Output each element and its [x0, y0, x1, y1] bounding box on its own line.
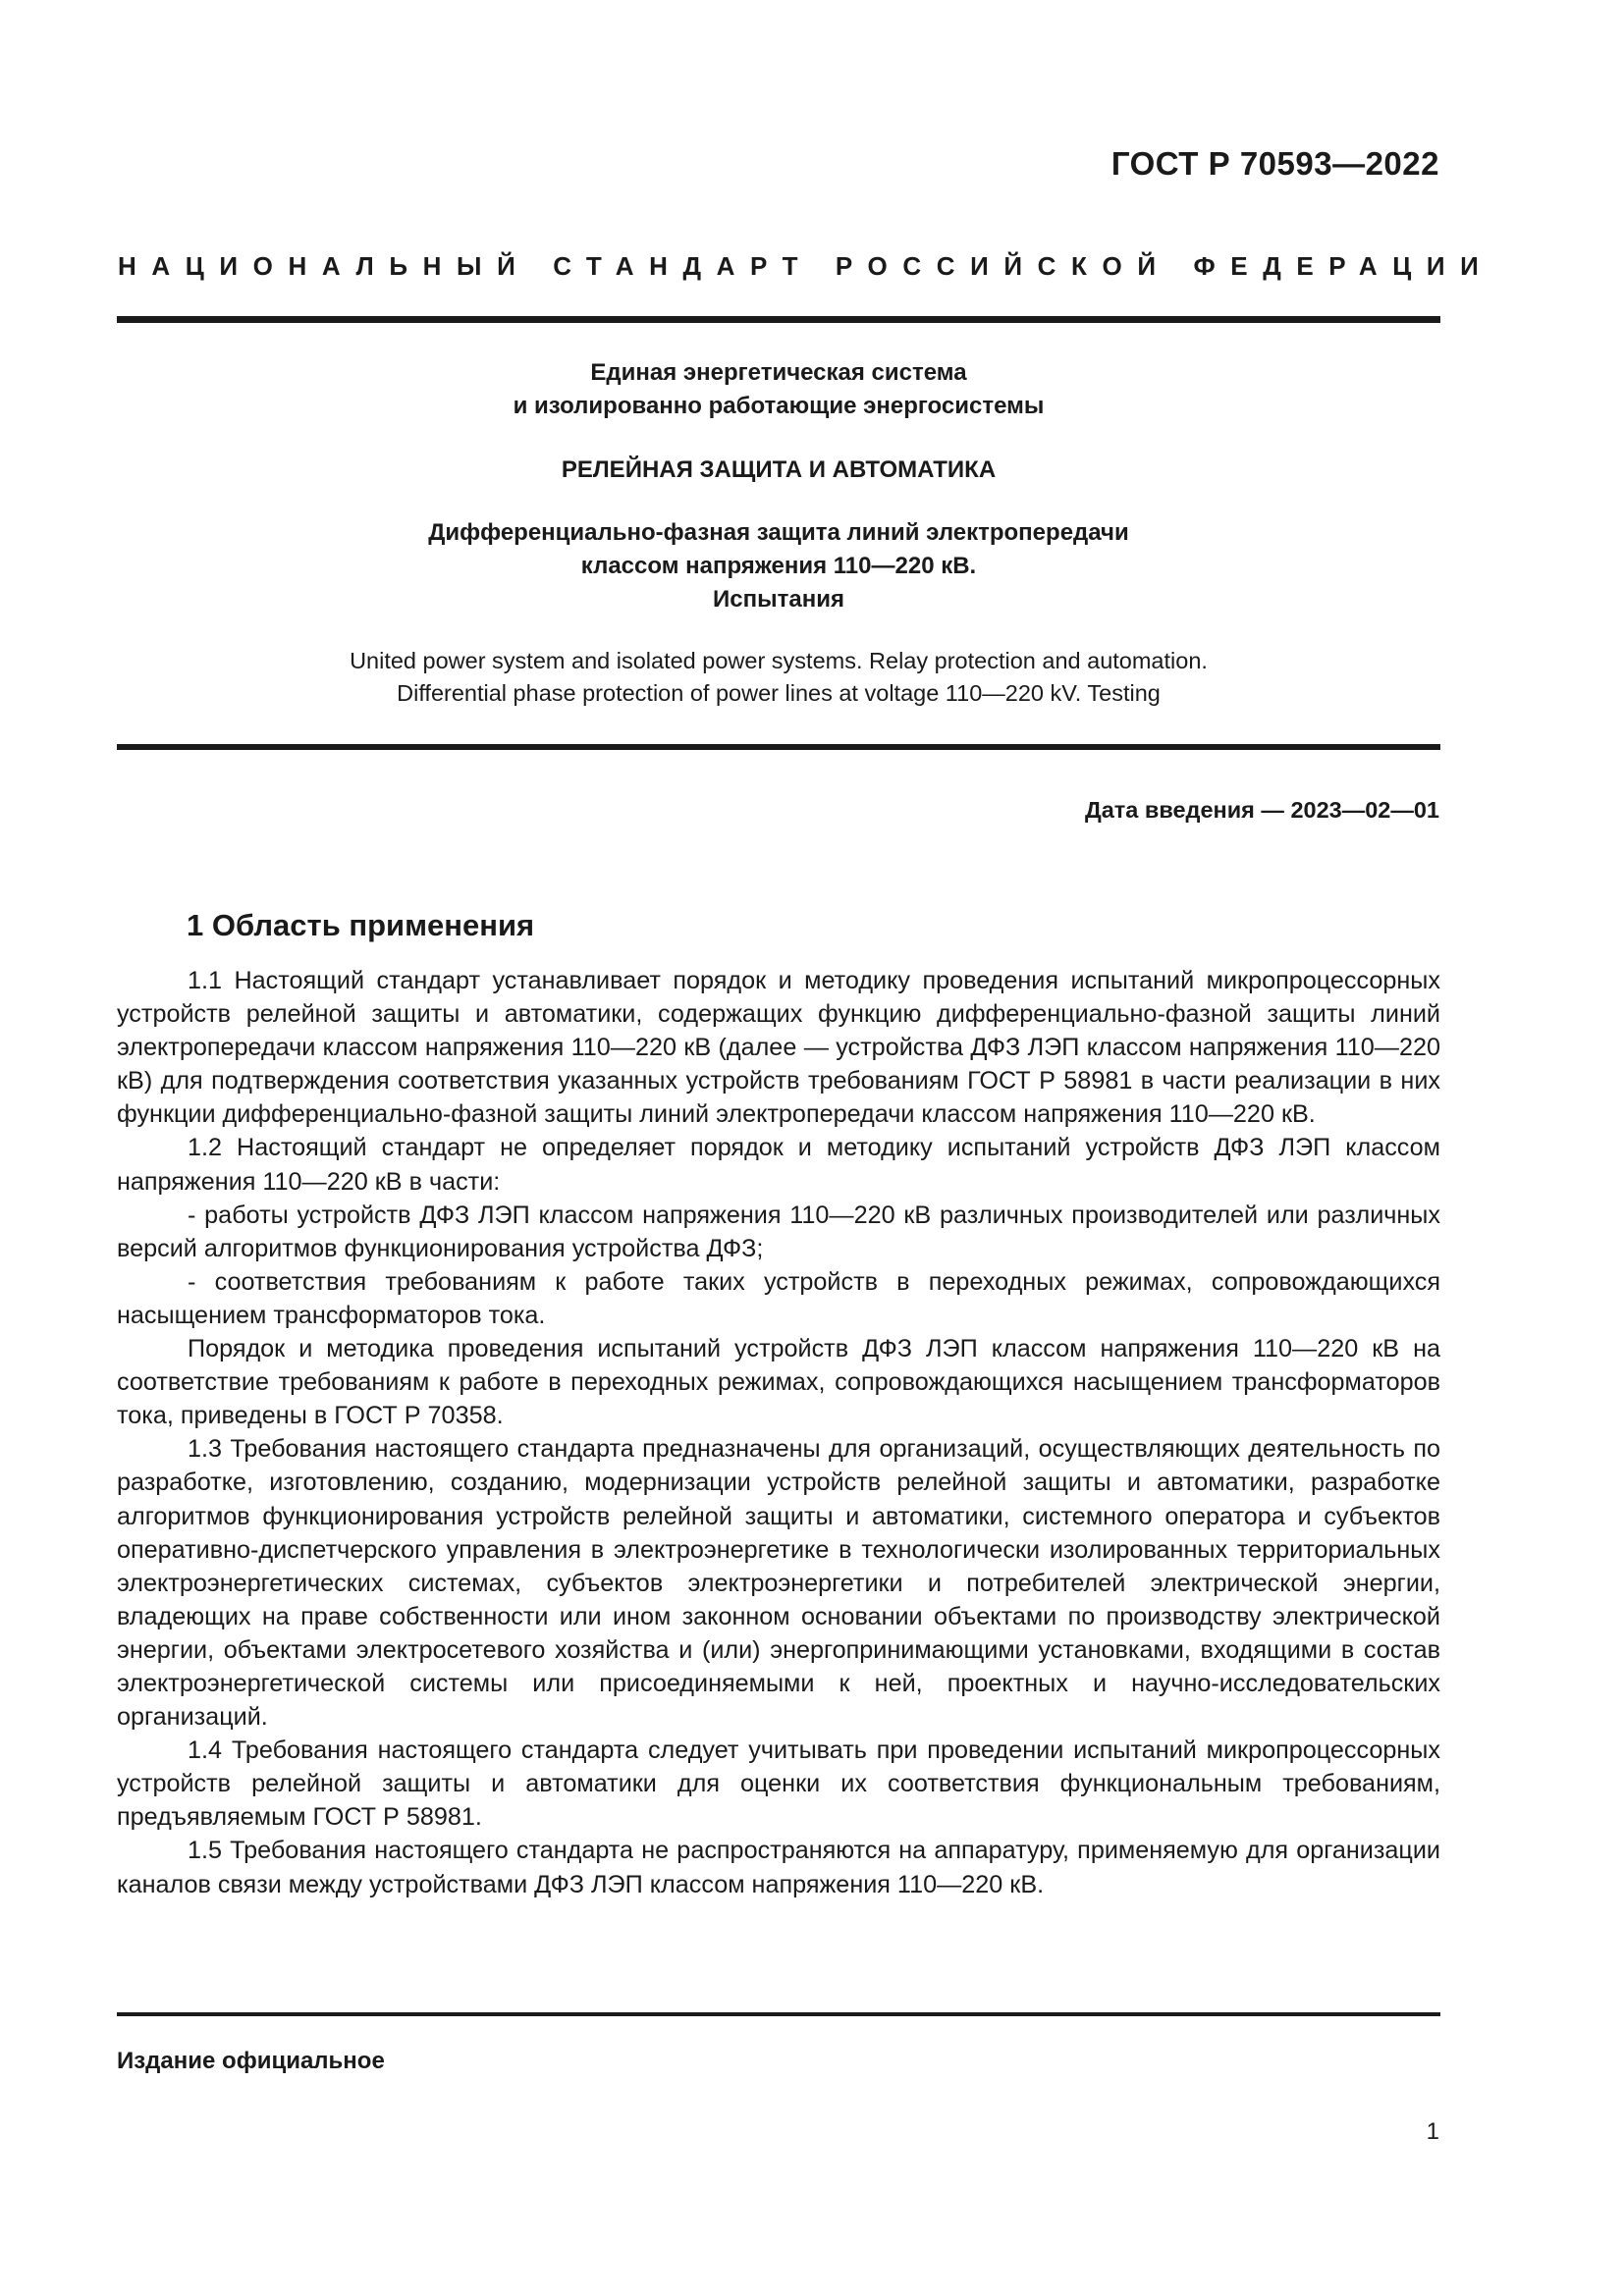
title-rule	[117, 744, 1440, 750]
official-edition-label: Издание официальное	[117, 2048, 385, 2074]
paragraph-1-4: 1.4 Требования настоящего стандарта следует учитывать при проведении испытаний микропроцессорных устройств релейной защиты и автоматики для оценки их соответствия функциональным требованиям, предъявляемым ГОСТ Р 58981.	[117, 1736, 1440, 1832]
system-title-line-2: и изолированно работающие энергосистемы	[513, 393, 1045, 419]
top-rule	[117, 316, 1440, 323]
list-item-1: - работы устройств ДФЗ ЛЭП классом напряжения 110—220 кВ различных производителей или различных версий алгоритмов функционирования устройства ДФЗ;	[117, 1201, 1440, 1262]
subject-title-line-2: классом напряжения 110—220 кВ.	[580, 553, 977, 579]
english-title-line-1: United power system and isolated power systems. Relay protection and automation.	[350, 648, 1208, 673]
paragraph-1-3: 1.3 Требования настоящего стандарта предназначены для организаций, осуществляющих деятельность по разработке, изготовлению, созданию, модернизации устройств релейной защиты и автоматики, разработке алгоритмов функционирования устройств релейной защиты и автоматики, системного оператора и субъектов оперативно-диспетчерского управления в электроэнергетике в технологически изолированных территориальных электроэнергетических системах, субъектов электроэнергетики и потребителей электрической энергии, владеющих на праве собственности или ином законном основании объектами по производству электрической энергии, объектами электросетевого хозяйства и (или) энергопринимающими установками, входящими в состав электроэнергетической системы или присоединяемыми к ней, проектных и научно-исследовательских организаций.	[117, 1435, 1440, 1732]
paragraph-1-5: 1.5 Требования настоящего стандарта не распространяются на аппаратуру, применяемую для организации каналов связи между устройствами ДФЗ ЛЭП классом напряжения 110—220 кВ.	[117, 1837, 1440, 1898]
section-heading: 1 Область применения	[187, 908, 535, 942]
paragraph-1-2: 1.2 Настоящий стандарт не определяет порядок и методику испытаний устройств ДФЗ ЛЭП классом напряжения 110—220 кВ в части:	[117, 1134, 1440, 1196]
paragraph-1-2-note: Порядок и методика проведения испытаний устройств ДФЗ ЛЭП классом напряжения 110—220 кВ на соответствие требованиям к работе в переходных режимах, сопровождающихся насыщением трансформаторов тока, приведены в ГОСТ Р 70358.	[117, 1335, 1440, 1430]
section-title-text: РЕЛЕЙНАЯ ЗАЩИТА И АВТОМАТИКА	[561, 456, 997, 483]
subject-title-line-3: Испытания	[713, 586, 844, 613]
paragraph-1-1: 1.1 Настоящий стандарт устанавливает порядок и методику проведения испытаний микропроцессорных устройств релейной защиты и автоматики, содержащих функцию дифференциально-фазной защиты линий электропередачи классом напряжения 110—220 кВ (далее — устройства ДФЗ ЛЭП классом напряжения 110—220 кВ) для подтверждения соответствия указанных устройств требованиям ГОСТ Р 58981 в части реализации в них функции дифференциально-фазной защиты линий электропередачи классом напряжения 110—220 кВ.	[117, 967, 1440, 1129]
subject-title	[117, 516, 1440, 616]
national-standard-header: НАЦИОНАЛЬНЫЙ СТАНДАРТ РОССИЙСКОЙ ФЕДЕРАЦИИ	[118, 251, 1494, 281]
english-title-line-2: Differential phase protection of power lines at voltage 110—220 kV. Testing	[397, 680, 1161, 706]
document-number: ГОСТ Р 70593—2022	[1110, 145, 1439, 182]
english-title	[117, 645, 1440, 710]
page-number: 1	[1426, 2118, 1439, 2145]
section-title	[117, 454, 1440, 487]
system-title	[117, 356, 1440, 423]
introduction-date: Дата введения — 2023—02—01	[1084, 797, 1439, 823]
list-item-2: - соответствия требованиям к работе таких устройств в переходных режимах, сопровождающихся насыщением трансформаторов тока.	[117, 1267, 1440, 1329]
subject-title-line-1: Дифференциально-фазная защита линий электропередачи	[428, 519, 1129, 546]
section-body	[117, 964, 1440, 1901]
footer-rule	[117, 2012, 1440, 2016]
system-title-line-1: Единая энергетическая система	[590, 359, 967, 386]
